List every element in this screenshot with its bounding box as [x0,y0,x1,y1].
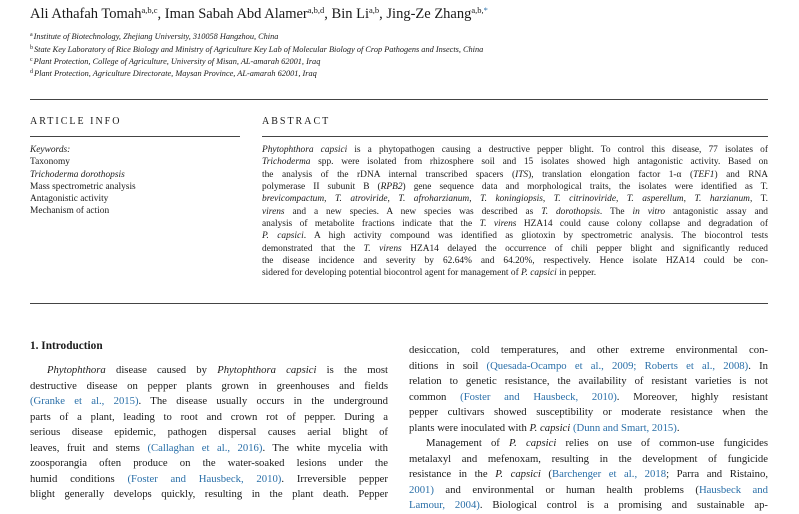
body-line: desiccation, cold temperatures, and other extreme environmental con- [409,344,768,356]
keyword: Mechanism of action [30,206,110,217]
abstract-text [262,144,768,280]
affiliation: $^c$Plant Protection, College of Agriculture, University of Misan, AL-amarah 62001, Iraq [30,57,321,66]
abstract-line: virens and a new species. A new species was described as T. dorothopsis. The in vitro antagonistic assay and [262,206,768,217]
affiliation: $^b$State Key Laboratory of Rice Biology and Ministry of Agriculture Key Lab of Molecular Biology of Crop Pathogens and Insects, China [30,45,484,54]
body-line: metalaxyl and mefenoxam, resulting in the development of fungicide [409,452,768,465]
abstract-line: polymerase II subunit B (RPB2) gene sequence data and morphological traits, the isolates were identified as T. [262,182,768,193]
section-heading-introduction: 1. Introduction [30,340,103,352]
abstract-line: the analysis of the rDNA internal transcribed spacers (ITS), translation elongation factor 1-α (TEF1) and RNA [262,169,768,180]
abstract-line: brevicompactum, T. atroviride, T. afroharzianum, T. koningiopsis, T. citrinoviride, T. asperellum, T. harzianum, T. [262,194,768,205]
keyword: Mass spectrometric analysis [30,181,136,192]
body-line: zoosporangia often produce on the water-soaked lesions under the [30,457,388,470]
body-line: Lamour, 2004). Biological control is a promising and sustainable ap- [409,499,768,512]
keyword: Antagonistic activity [30,194,109,205]
intro-left-column [30,363,388,503]
abstract-line: P. capsici. A high activity compound was identified as gliotoxin by spectrometric analysis. The biocontrol tests [262,231,768,242]
header-rule [30,99,768,100]
author-name[interactable]: Bin Li [331,6,369,22]
abstract-line: demonstrated that the T. virens HZA14 delayed the occurrence of chili pepper blight and significantly reduced [262,243,768,254]
author-list: Ali Athafah Tomah$^{a,b,c}$, Iman Sabah Abd Alamer$^{a,b,d}$, Bin Li$^{a,b}$, Jing-Ze Zhang$^{a,b,*}$ [30,5,488,22]
body-line: Management of P. capsici relies on use of common-use fungicides [426,437,768,450]
body-line: parts of a plant, leading to root and crown rot of pepper. During a [30,410,388,423]
body-line: (Granke et al., 2015). The disease usually occurs in the underground [30,395,388,408]
body-line: ditions in soil (Quesada-Ocampo et al., 2009; Roberts et al., 2008). In [409,359,768,372]
abstract-line: the disease incidence and severity by 62.64% and 64.20%, respectively. Hence isolate HZA14 could be con- [262,256,768,267]
keywords-label: Keywords: [30,145,71,155]
keywords-block [30,144,136,218]
body-line: humid conditions (Foster and Hausbeck, 2010). Irreversible pepper [30,472,388,485]
article-info-heading: ARTICLE INFO [30,116,122,127]
body-line: common (Foster and Hausbeck, 2010). Moreover, highly resistant [409,390,768,403]
abstract-rule [262,136,768,137]
intro-right-column [409,343,768,514]
abstract-heading: ABSTRACT [262,116,331,127]
body-line: plants were inoculated with P. capsici (Dunn and Smart, 2015). [409,421,680,434]
body-line: serious disease epidemic, pathogen dispersal causes aerial blight of [30,426,388,439]
abstract-line: analysis of metabolite fractions indicate that the T. virens HZA14 could cause colony collapse and degradation of [262,219,768,230]
body-line: Phytophthora disease caused by Phytophthora capsici is the most [47,364,388,376]
abstract-bottom-rule [30,303,768,304]
author-affil-marks: a,b,d [307,5,325,15]
author-name[interactable]: Jing-Ze Zhang [386,6,472,22]
author-name[interactable]: Iman Sabah Abd Alamer [164,6,308,22]
body-line: leaves, fruit and stems (Callaghan et al., 2016). The white mycelia with [30,441,388,454]
body-line: relation to genetic resistance, the availability of resistant varieties is not [409,375,768,388]
body-line: destructive disease on pepper plants grown in greenhouses and fields [30,379,388,392]
author-affil-marks: a,b,* [471,5,488,15]
abstract-line: Trichoderma spp. were isolated from rhizosphere soil and 15 isolates showed high antagonistic activity. Based on [262,157,768,168]
affiliation: $^d$Plant Protection, Agriculture Directorate, Maysan Province, AL-amarah 62001, Iraq [30,69,317,78]
body-line: blight generally develops quickly, resulting in the plant death. Pepper [30,488,388,501]
author-name[interactable]: Ali Athafah Tomah [30,6,142,22]
author-affil-marks: a,b [369,5,380,15]
body-line: resistance in the P. capsici (Barchenger et al., 2018; Parra and Ristaino, [409,468,768,481]
abstract-line: sidered for developing potential biocontrol agent for management of P. capsici in pepper. [262,268,597,279]
body-line: pepper cultivars showed susceptibility or moderate resistance when the [409,406,768,419]
author-affil-marks: a,b,c [141,5,158,15]
abstract-line: Phytophthora capsici is a phytopathogen causing a destructive pepper blight. To control this disease, 77 isolates of [262,145,768,155]
body-line: 2001) and environmental or human health problems (Hausbeck and [409,483,768,496]
corresponding-author-mark[interactable]: * [483,5,488,15]
article-info-rule [30,136,240,137]
affiliation: $^a$Institute of Biotechnology, Zhejiang University, 310058 Hangzhou, China [30,32,279,41]
keyword: Taxonomy [30,157,70,168]
keyword: Trichoderma dorothopsis [30,169,125,180]
